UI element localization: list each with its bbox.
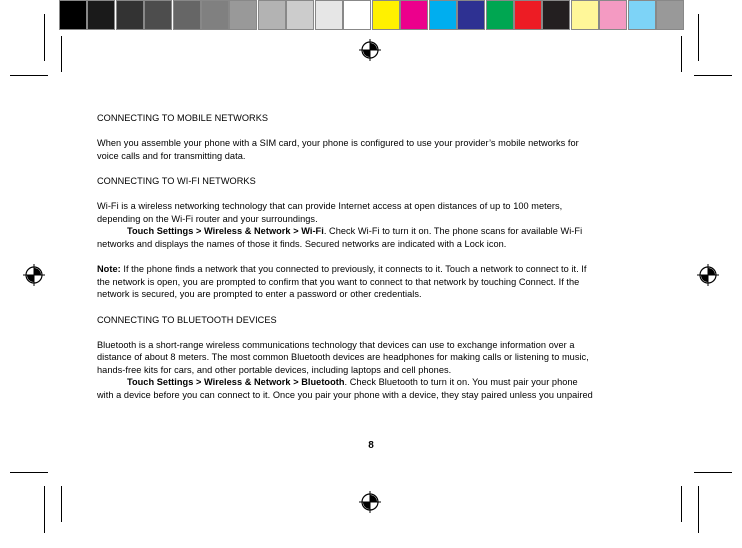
gray-swatch [229, 0, 257, 30]
gray-swatch [144, 0, 172, 30]
color-swatch [542, 0, 570, 30]
gray-swatch [59, 0, 87, 30]
color-swatch [514, 0, 542, 30]
paragraph-text: . Check Wi-Fi to turn it on. The phone scans for available Wi-Fi [323, 226, 583, 237]
paragraph-line: When you assemble your phone with a SIM card, your phone is configured to use your provider’s mobile networks for [97, 138, 579, 149]
color-swatch [429, 0, 457, 30]
crop-mark [44, 14, 45, 61]
settings-path: Touch Settings > Wireless & Network > Wi-Fi [127, 226, 324, 237]
crop-mark [698, 14, 699, 61]
color-swatch [571, 0, 599, 30]
crop-mark [694, 75, 732, 76]
crop-mark [698, 486, 699, 533]
crop-mark [681, 36, 682, 72]
crop-mark [44, 486, 45, 533]
registration-mark-icon [359, 39, 381, 61]
gray-swatch [87, 0, 115, 30]
paragraph-text: . Check Bluetooth to turn it on. You must pair your phone [344, 377, 578, 388]
settings-path: Touch Settings > Wireless & Network > Bluetooth [127, 377, 345, 388]
gray-swatch [258, 0, 286, 30]
document-body [97, 112, 637, 402]
color-swatch [628, 0, 656, 30]
crop-mark [681, 486, 682, 522]
color-swatch [486, 0, 514, 30]
crop-mark [61, 36, 62, 72]
gray-swatch [286, 0, 314, 30]
section-heading: CONNECTING TO WI-FI NETWORKS [97, 175, 256, 186]
gray-swatch [343, 0, 371, 30]
color-swatch [457, 0, 485, 30]
paragraph-line: Wi-Fi is a wireless networking technology that can provide Internet access at open distances of up to 100 meters, [97, 201, 563, 212]
color-calibration-bar [0, 0, 742, 32]
crop-mark [61, 486, 62, 522]
color-swatch [656, 0, 684, 30]
page-number: 8 [368, 440, 374, 451]
color-swatch [599, 0, 627, 30]
section-heading: CONNECTING TO MOBILE NETWORKS [97, 113, 269, 123]
paragraph-line: hands-free kits for cars, and other portable devices, including laptops and cell phones. [97, 364, 452, 375]
note-line [97, 263, 637, 276]
registration-mark-icon [697, 264, 719, 286]
paragraph-line: Bluetooth is a short-range wireless communications technology that devices can use to exchange information over a [97, 339, 575, 350]
paragraph-line [97, 376, 637, 389]
paragraph-line: with a device before you can connect to it. Once you pair your phone with a device, they stay paired unless you unpaired [97, 390, 593, 401]
paragraph-line [97, 225, 637, 238]
color-swatch [372, 0, 400, 30]
paragraph-line: the network is open, you are prompted to confirm that you want to connect to that network by touching Connect. If the [97, 276, 580, 287]
paragraph-line: depending on the Wi-Fi router and your surroundings. [97, 213, 318, 224]
gray-swatch [201, 0, 229, 30]
color-swatch [400, 0, 428, 30]
gray-swatch [116, 0, 144, 30]
crop-mark [10, 472, 48, 473]
crop-mark [10, 75, 48, 76]
paragraph-line: voice calls and for transmitting data. [97, 150, 246, 161]
gray-swatch [315, 0, 343, 30]
registration-mark-icon [23, 264, 45, 286]
gray-swatch [173, 0, 201, 30]
paragraph-line: distance of about 8 meters. The most common Bluetooth devices are headphones for making calls or listening to music, [97, 352, 589, 363]
note-label: Note: [97, 264, 121, 275]
crop-mark [694, 472, 732, 473]
registration-mark-icon [359, 491, 381, 513]
section-heading: CONNECTING TO BLUETOOTH DEVICES [97, 314, 277, 325]
paragraph-line: network is secured, you are prompted to enter a password or other credentials. [97, 289, 422, 300]
paragraph-line: networks and displays the names of those it finds. Secured networks are indicated with a Lock icon. [97, 238, 507, 249]
paragraph-text: If the phone finds a network that you connected to previously, it connects to it. Touch a network to connect to it. If [120, 264, 587, 275]
